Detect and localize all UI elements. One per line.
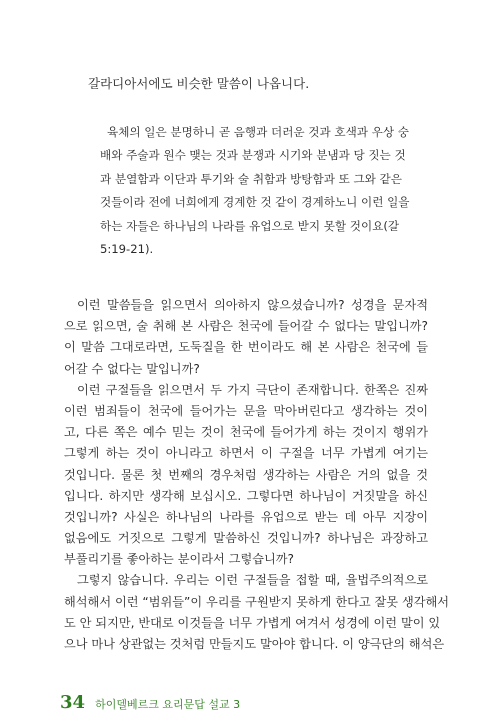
body-line: 고, 다른 쪽은 예수 믿는 것이 천국에 들어가게 하는 것이지 행위가 <box>64 425 428 440</box>
page-number: 34 <box>60 692 86 713</box>
intro-paragraph: 갈라디아서에도 비슷한 말씀이 나옵니다. <box>88 76 310 91</box>
body-line: 없음에도 거짓으로 그렇게 말씀하신 것입니까? 하나님은 과장하고 <box>64 531 428 546</box>
quote-line: 것들이라 전에 너희에게 경계한 것 같이 경계하노니 이런 일을 <box>100 195 410 210</box>
running-title: 하이델베르크 요리문답 설교 3 <box>95 698 241 711</box>
body-line: 부풀리기를 좋아하는 분이라서 그렇습니까? <box>64 552 295 567</box>
body-line: 것입니까? 사실은 하나님의 나라를 유업으로 받는 데 아무 지장이 <box>64 509 428 524</box>
quote-line: 5:19-21). <box>100 242 154 257</box>
body-line: 이런 범죄들이 천국에 들어가는 문을 막아버린다고 생각하는 것이 <box>64 403 428 418</box>
quote-line: 하는 자들은 하나님의 나라를 유업으로 받지 못할 것이요(갈 <box>100 218 400 233</box>
body-line: 도 안 되지만, 반대로 이것들을 너무 가볍게 여겨서 성경에 이런 말이 있 <box>64 615 441 630</box>
quote-line: 과 분열함과 이단과 투기와 술 취함과 방탕함과 또 그와 같은 <box>100 171 402 186</box>
body-line: 으나 마나 상관없는 것처럼 만들지도 말아야 합니다. 이 양극단의 해석은 <box>64 637 445 651</box>
body-line: 어갈 수 없다는 말입니까? <box>64 361 200 376</box>
page-footer <box>60 692 440 714</box>
body-line: 이 말씀 그대로라면, 도둑질을 한 번이라도 해 본 사람은 천국에 들 <box>64 340 428 355</box>
body-line: 입니다. 하지만 생각해 보십시오. 그렇다면 하나님이 거짓말을 하신 <box>64 488 428 503</box>
quote-line: 육체의 일은 분명하니 곧 음행과 더러운 것과 호색과 우상 숭 <box>107 125 409 139</box>
body-line: 그렇게 하는 것이 아니라고 하면서 이 구절을 너무 가볍게 여기는 <box>64 446 428 461</box>
quote-line: 배와 주술과 원수 맺는 것과 분쟁과 시기와 분냄과 당 짓는 것 <box>100 148 406 163</box>
body-line: 그렇지 않습니다. 우리는 이런 구절들을 접할 때, 율법주의적으로 <box>77 573 428 588</box>
body-line: 이런 말씀들을 읽으면서 의아하지 않으셨습니까? 성경을 문자적 <box>77 298 428 312</box>
body-line: 이런 구절들을 읽으면서 두 가지 극단이 존재합니다. 한쪽은 진짜 <box>77 382 428 397</box>
body-text <box>64 295 450 655</box>
body-line: 해석해서 이런 “범위들”이 우리를 구원받지 못하게 한다고 잘못 생각해서 <box>64 594 450 609</box>
scripture-quote <box>100 121 420 261</box>
body-line: 으로 읽으면, 술 취해 본 사람은 천국에 들어갈 수 없다는 말입니까? <box>64 319 428 334</box>
body-line: 것입니다. 물론 첫 번째의 경우처럼 생각하는 사람은 거의 없을 것 <box>64 467 428 482</box>
